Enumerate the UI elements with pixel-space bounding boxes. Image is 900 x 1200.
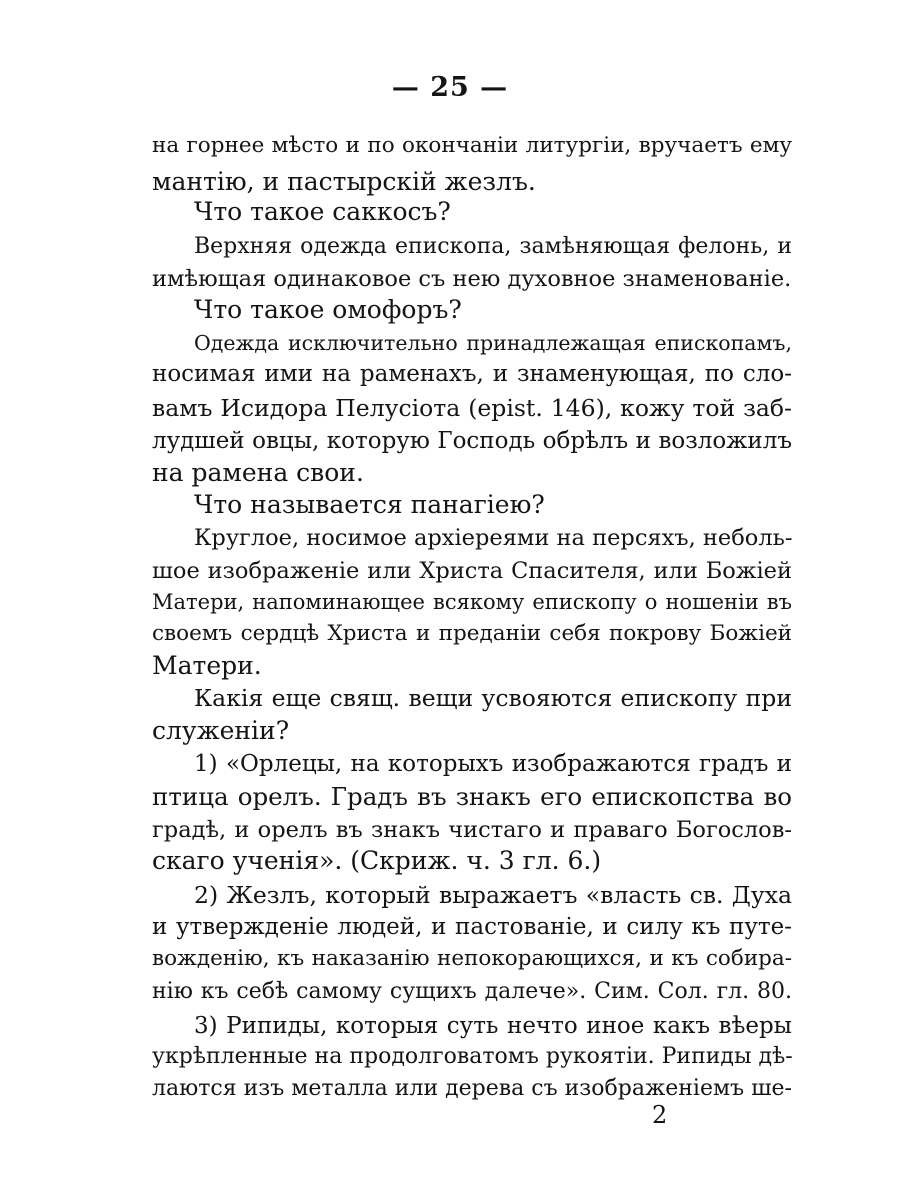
text-line: и утвержденіе людей, и пастованіе, и силу къ путе- bbox=[152, 914, 792, 940]
text-line: Матери. bbox=[152, 651, 262, 680]
text-line: Одежда исключительно принадлежащая епископамъ, bbox=[194, 331, 792, 355]
text-line: птица орелъ. Градъ въ знакъ его епископства во bbox=[152, 782, 792, 811]
text-line: вожденію, къ наказанію непокорающихся, и къ собира- bbox=[152, 946, 792, 971]
text-line: 1) «Орлецы, на которыхъ изображаются градъ и bbox=[194, 751, 792, 777]
text-line: имѣющая одинаковое съ нею духовное знаменованіе. bbox=[152, 266, 792, 292]
question-line: служеніи? bbox=[152, 716, 290, 745]
question-line: Что называется панагіею? bbox=[194, 490, 545, 519]
signature-mark: 2 bbox=[652, 1101, 668, 1129]
text-line: мантію, и пастырскій жезлъ. bbox=[152, 167, 536, 196]
text-line: 3) Рипиды, которыя суть нечто иное какъ вѣеры bbox=[194, 1013, 792, 1039]
text-line: на рамена свои. bbox=[152, 458, 364, 487]
text-line: своемъ сердцѣ Христа и преданіи себя покрову Божіей bbox=[152, 621, 792, 646]
text-line: градѣ, и орелъ въ знакъ чистаго и праваго Богослов- bbox=[152, 817, 792, 843]
page-number: — 25 — bbox=[391, 72, 509, 103]
text-line: Верхняя одежда епископа, замѣняющая фелонь, и bbox=[194, 234, 792, 259]
question-line: Что такое саккосъ? bbox=[194, 197, 451, 226]
text-line: нію къ себѣ самому сущихъ далече». Сим. Сол. гл. 80. bbox=[152, 979, 792, 1004]
text-line: вамъ Исидора Пелусіота (epist. 146), кожу той заб- bbox=[152, 394, 792, 422]
text-line: на горнее мѣсто и по окончаніи литургіи, вручаетъ ему bbox=[152, 133, 792, 158]
text-line: Матери, напоминающее всякому епископу о ношеніи въ bbox=[152, 590, 792, 614]
text-line: скаго ученія». (Скриж. ч. 3 гл. 6.) bbox=[152, 846, 602, 875]
text-line: укрѣпленные на продолговатомъ рукоятіи. Рипиды дѣ- bbox=[152, 1044, 793, 1069]
text-line: носимая ими на раменахъ, и знаменующая, по сло- bbox=[152, 361, 792, 387]
text-line: 2) Жезлъ, который выражаетъ «власть св. Духа bbox=[194, 881, 792, 909]
text-line: шое изображеніе или Христа Спасителя, или Божіей bbox=[152, 558, 792, 584]
question-line: Что такое омофоръ? bbox=[194, 295, 462, 324]
question-line: Какія еще свящ. вещи усвояются епископу при bbox=[194, 684, 792, 712]
text-line: Круглое, носимое архіереями на персяхъ, неболь- bbox=[194, 525, 793, 551]
text-line: лудшей овцы, которую Господь обрѣлъ и возложилъ bbox=[152, 428, 792, 454]
text-line: лаются изъ металла или дерева съ изображеніемъ ше- bbox=[152, 1076, 792, 1101]
